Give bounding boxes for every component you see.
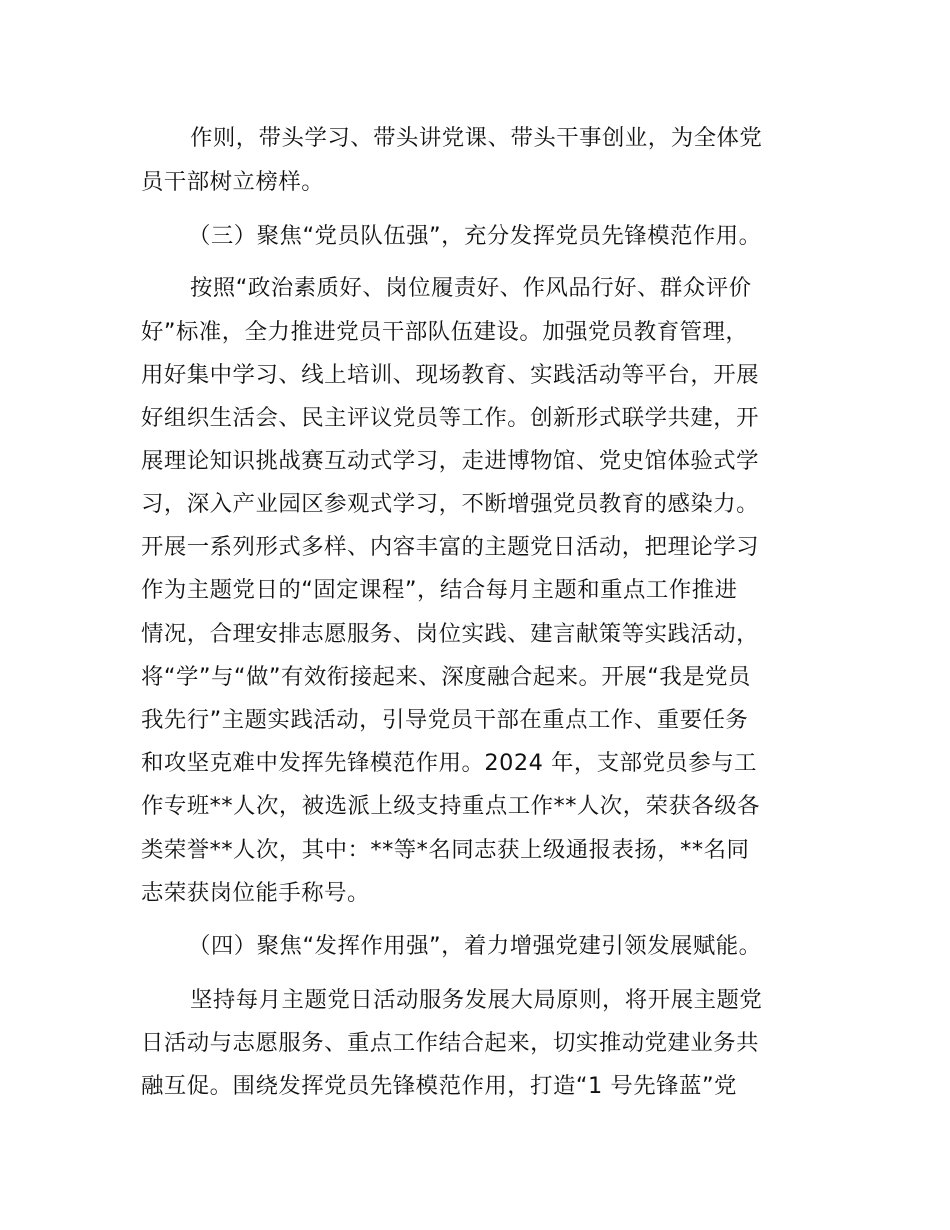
paragraph-line: 员干部树立榜样。 xyxy=(141,169,325,195)
paragraph-line: 展理论知识挑战赛互动式学习，走进博物馆、党史馆体验式学 xyxy=(141,448,760,474)
paragraph-line: 按照“政治素质好、岗位履责好、作风品行好、群众评价 xyxy=(190,275,752,301)
paragraph-line: 好”标准，全力推进党员干部队伍建设。加强党员教育管理， xyxy=(141,319,749,345)
paragraph-line: 将“学”与“做”有效衔接起来、深度融合起来。开展“我是党员 xyxy=(141,664,751,690)
paragraph-line: 开展一系列形式多样、内容丰富的主题党日活动，把理论学习 xyxy=(141,534,760,560)
paragraph-line: 和攻坚克难中发挥先锋模范作用。2024 年，支部党员参与工 xyxy=(141,750,757,776)
paragraph-line: 习，深入产业园区参观式学习，不断增强党员教育的感染力。 xyxy=(141,491,760,517)
paragraph-line: 类荣誉**人次，其中：**等*名同志获上级通报表扬，**名同 xyxy=(141,837,750,863)
paragraph-line: 作为主题党日的“固定课程”，结合每月主题和重点工作推进 xyxy=(141,577,738,603)
paragraph-line: 坚持每月主题党日活动服务发展大局原则，将开展主题党 xyxy=(190,987,763,1013)
paragraph-line: 作专班**人次，被选派上级支持重点工作**人次，荣获各级各 xyxy=(141,793,761,819)
paragraph-line: 融互促。围绕发挥党员先锋模范作用，打造“1 号先锋蓝”党 xyxy=(141,1073,737,1099)
paragraph-line: 日活动与志愿服务、重点工作结合起来，切实推动党建业务共 xyxy=(141,1030,760,1056)
paragraph-line: 好组织生活会、民主评议党员等工作。创新形式联学共建，开 xyxy=(141,405,760,431)
paragraph-line: 作则，带头学习、带头讲党课、带头干事创业，为全体党 xyxy=(190,125,763,151)
paragraph-line: 我先行”主题实践活动，引导党员干部在重点工作、重要任务 xyxy=(141,707,749,733)
paragraph-line: 情况，合理安排志愿服务、岗位实践、建言献策等实践活动， xyxy=(141,621,760,647)
section-heading-3: （三）聚焦“党员队伍强”，充分发挥党员先锋模范作用。 xyxy=(188,223,762,249)
paragraph-line: 志荣获岗位能手称号。 xyxy=(141,880,370,906)
paragraph-line: 用好集中学习、线上培训、现场教育、实践活动等平台，开展 xyxy=(141,362,760,388)
section-heading-4: （四）聚焦“发挥作用强”，着力增强党建引领发展赋能。 xyxy=(188,933,762,959)
